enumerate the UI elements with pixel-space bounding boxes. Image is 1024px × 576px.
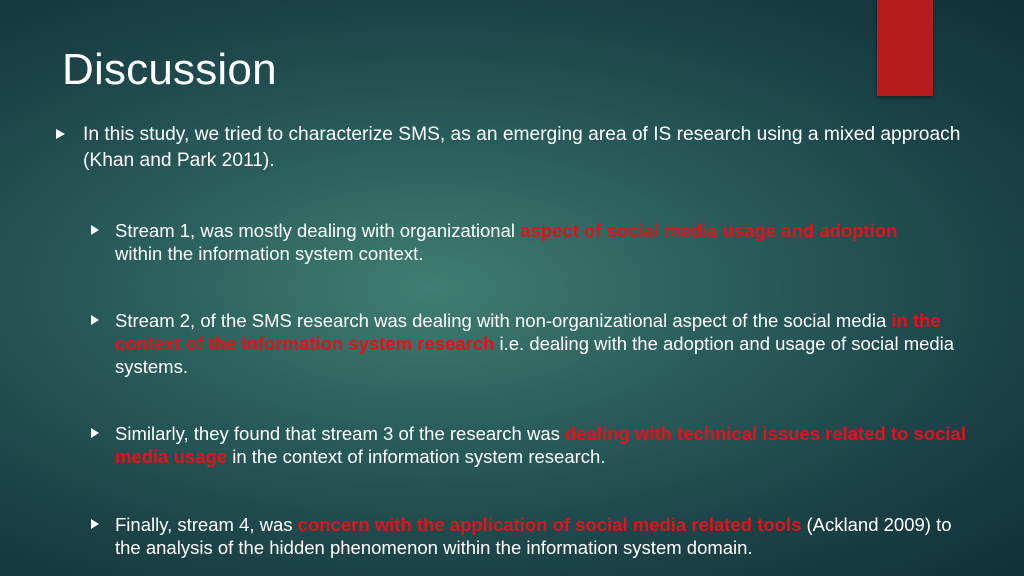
bullet-stream-1: [115, 219, 915, 265]
bullet-stream-4: [115, 513, 975, 559]
bullet-stream-2: [115, 309, 975, 378]
stream-4-text-end: (Ackland 2009) to the analysis of the hidden phenomenon within the information system domain.: [115, 514, 952, 558]
stream-3-text-end: in the context of information system research.: [227, 446, 606, 467]
bullet-main: [83, 122, 983, 174]
stream-3-text: Similarly, they found that stream 3 of the research was: [115, 423, 566, 444]
triangle-right-icon: [91, 519, 99, 529]
triangle-right-icon: [56, 129, 65, 139]
slide-title: Discussion: [62, 45, 277, 94]
triangle-right-icon: [91, 225, 99, 235]
stream-1-text-end: within the information system context.: [115, 243, 424, 264]
bullet-main-text: In this study, we tried to characterize SMS, as an emerging area of IS research using a mixed approach (Khan and Park 2011).: [83, 124, 961, 171]
stream-2-text: Stream 2, of the SMS research was dealing with non-organizational aspect of the social media: [115, 310, 892, 331]
bullet-stream-3: [115, 422, 975, 468]
accent-bar: [877, 0, 933, 96]
triangle-right-icon: [91, 315, 99, 325]
stream-2-text-end: i.e. dealing with the adoption and usage of social media systems.: [115, 333, 955, 377]
stream-4-highlight: concern with the application of social media related tools: [297, 514, 802, 535]
stream-2-highlight: in the context of the information system research: [115, 310, 941, 354]
triangle-right-icon: [91, 428, 99, 438]
stream-4-text: Finally, stream 4, was: [115, 514, 298, 535]
stream-1-text: Stream 1, was mostly dealing with organizational: [115, 220, 521, 241]
stream-3-highlight: dealing with technical issues related to social media usage: [115, 423, 966, 467]
stream-1-highlight: aspect of social media usage and adoption: [520, 220, 898, 241]
